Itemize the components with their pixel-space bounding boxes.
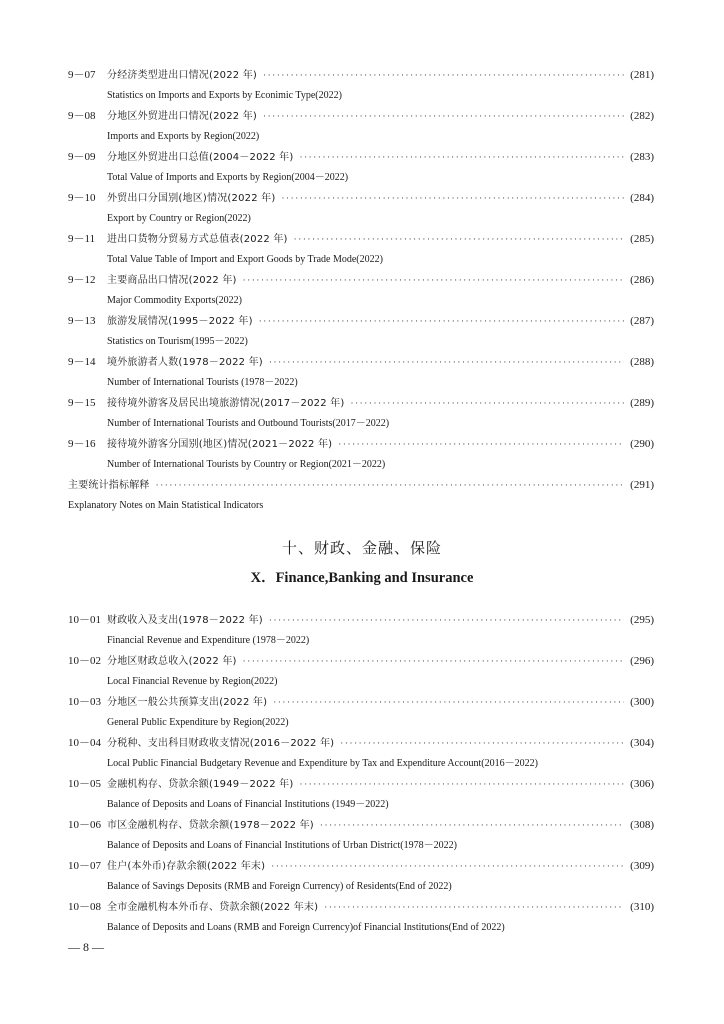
- dot-leader: [156, 475, 625, 495]
- toc-entry[interactable]: [68, 352, 654, 393]
- dot-leader: [271, 856, 624, 876]
- toc-entry-notes[interactable]: [68, 475, 654, 516]
- entry-number: 9－12: [68, 274, 96, 286]
- entry-page: (308): [630, 819, 654, 831]
- toc-entry[interactable]: [68, 692, 654, 733]
- entry-title-cn: 接待境外游客及居民出境旅游情况(2017－2022 年): [107, 398, 345, 409]
- entry-title-cn: 分税种、支出科目财政收支情况(2016－2022 年): [107, 738, 335, 749]
- toc-entry[interactable]: [68, 733, 654, 774]
- entry-page: (283): [630, 151, 654, 163]
- entry-page: (295): [630, 614, 654, 626]
- toc-entry[interactable]: [68, 897, 654, 938]
- entry-title-en: Number of International Tourists and Outbound Tourists(2017－2022): [107, 418, 390, 429]
- entry-title-en: Number of International Tourists (1978－2022): [107, 377, 298, 388]
- entry-title-cn: 全市金融机构本外币存、贷款余额(2022 年末): [107, 902, 319, 913]
- toc-entry[interactable]: [68, 434, 654, 475]
- entry-title-en: Total Value of Imports and Exports by Region(2004－2022): [107, 172, 349, 183]
- toc-entry[interactable]: [68, 393, 654, 434]
- toc-entry[interactable]: [68, 65, 654, 106]
- dot-leader: [299, 147, 624, 167]
- entry-title-en: Major Commodity Exports(2022): [107, 295, 242, 306]
- dot-leader: [273, 692, 624, 712]
- entry-page: (281): [630, 69, 654, 81]
- entry-number: 9－11: [68, 233, 96, 245]
- toc-entry[interactable]: [68, 188, 654, 229]
- entry-title-cn: 分地区外贸进出口情况(2022 年): [107, 111, 258, 122]
- entry-number: 9－07: [68, 69, 96, 81]
- entry-number: 10－05: [68, 778, 101, 790]
- dot-leader: [243, 270, 625, 290]
- entry-number: 9－09: [68, 151, 96, 163]
- toc-entry[interactable]: [68, 815, 654, 856]
- section-title-en: X．Finance,Banking and Insurance: [250, 570, 474, 586]
- entry-number: 9－15: [68, 397, 96, 409]
- entry-title-cn: 分地区一般公共预算支出(2022 年): [107, 697, 268, 708]
- entry-title-cn: 境外旅游者人数(1978－2022 年): [107, 357, 263, 368]
- entry-title-cn: 接待境外游客分国别(地区)情况(2021－2022 年): [107, 439, 333, 450]
- entry-title-en: Statistics on Tourism(1995－2022): [107, 336, 248, 347]
- toc-entry[interactable]: [68, 610, 654, 651]
- entry-title-en: Local Public Financial Budgetary Revenue and Expenditure by Tax and Expenditure Account(2016－2022): [107, 758, 538, 769]
- entry-page: (286): [630, 274, 654, 286]
- dot-leader: [259, 311, 624, 331]
- entry-title-cn: 分地区外贸进出口总值(2004－2022 年): [107, 152, 294, 163]
- entry-page: (304): [630, 737, 654, 749]
- entry-title-cn: 旅游发展情况(1995－2022 年): [107, 316, 253, 327]
- dot-leader: [350, 393, 624, 413]
- entry-title-en: Number of International Tourists by Country or Region(2021－2022): [107, 459, 386, 470]
- entry-number: 9－10: [68, 192, 96, 204]
- entry-page: (282): [630, 110, 654, 122]
- entry-page: (309): [630, 860, 654, 872]
- notes-title-en: Explanatory Notes on Main Statistical Indicators: [68, 500, 264, 511]
- dot-leader: [340, 733, 624, 753]
- entry-title-en: Imports and Exports by Region(2022): [107, 131, 260, 142]
- toc-entry[interactable]: [68, 774, 654, 815]
- entry-title-en: Total Value Table of Import and Export Goods by Trade Mode(2022): [107, 254, 383, 265]
- entry-page: (296): [630, 655, 654, 667]
- entry-page: (289): [630, 397, 654, 409]
- entry-title-en: Balance of Deposits and Loans of Financial Institutions (1949－2022): [107, 799, 389, 810]
- dot-leader: [269, 352, 624, 372]
- entry-page: (290): [630, 438, 654, 450]
- entry-title-cn: 外贸出口分国别(地区)情况(2022 年): [107, 193, 276, 204]
- entry-page: (284): [630, 192, 654, 204]
- entry-title-en: General Public Expenditure by Region(2022): [107, 717, 289, 728]
- entry-page: (306): [630, 778, 654, 790]
- dot-leader: [324, 897, 624, 917]
- entry-number: 10－07: [68, 860, 101, 872]
- entry-title-cn: 市区金融机构存、贷款余额(1978－2022 年): [107, 820, 314, 831]
- entry-page: (287): [630, 315, 654, 327]
- dot-leader: [269, 610, 624, 630]
- notes-page: (291): [630, 479, 654, 491]
- dot-leader: [281, 188, 624, 208]
- entry-page: (310): [630, 901, 654, 913]
- dot-leader: [243, 651, 625, 671]
- entry-title-cn: 分地区财政总收入(2022 年): [107, 656, 237, 667]
- entry-number: 9－14: [68, 356, 96, 368]
- dot-leader: [263, 106, 624, 126]
- toc-entry[interactable]: [68, 106, 654, 147]
- dot-leader: [320, 815, 624, 835]
- entry-title-en: Local Financial Revenue by Region(2022): [107, 676, 278, 687]
- dot-leader: [263, 65, 624, 85]
- entry-number: 10－01: [68, 614, 101, 626]
- page-number-footer: — 8 —: [68, 940, 104, 954]
- entry-title-cn: 财政收入及支出(1978－2022 年): [107, 615, 263, 626]
- dot-leader: [299, 774, 624, 794]
- toc-entry[interactable]: [68, 651, 654, 692]
- dot-leader: [338, 434, 624, 454]
- entry-number: 9－16: [68, 438, 96, 450]
- entry-number: 10－03: [68, 696, 101, 708]
- entry-number: 9－08: [68, 110, 96, 122]
- entry-page: (300): [630, 696, 654, 708]
- entry-page: (285): [630, 233, 654, 245]
- entry-title-en: Statistics on Imports and Exports by Econimic Type(2022): [107, 90, 342, 101]
- entry-title-cn: 主要商品出口情况(2022 年): [107, 275, 237, 286]
- section-title-cn: 十、财政、金融、保险: [281, 539, 442, 557]
- entry-number: 10－04: [68, 737, 101, 749]
- entry-title-en: Financial Revenue and Expenditure (1978－2022): [107, 635, 310, 646]
- entry-number: 10－08: [68, 901, 101, 913]
- entry-title-cn: 住户(本外币)存款余额(2022 年末): [107, 861, 266, 872]
- entry-title-en: Export by Country or Region(2022): [107, 213, 251, 224]
- toc-entry[interactable]: [68, 147, 654, 188]
- entry-page: (288): [630, 356, 654, 368]
- entry-title-en: Balance of Deposits and Loans (RMB and Foreign Currency)of Financial Institutions(End of 2022): [107, 922, 505, 933]
- entry-title-cn: 进出口货物分贸易方式总值表(2022 年): [107, 234, 288, 245]
- toc-entry[interactable]: [68, 270, 654, 311]
- toc-entry[interactable]: [68, 856, 654, 897]
- entry-title-en: Balance of Savings Deposits (RMB and Foreign Currency) of Residents(End of 2022): [107, 881, 452, 892]
- toc-entry[interactable]: [68, 311, 654, 352]
- entry-title-en: Balance of Deposits and Loans of Financial Institutions of Urban District(1978－2022): [107, 840, 457, 851]
- entry-number: 10－02: [68, 655, 101, 667]
- entry-title-cn: 金融机构存、贷款余额(1949－2022 年): [107, 779, 294, 790]
- entry-number: 10－06: [68, 819, 101, 831]
- dot-leader: [294, 229, 625, 249]
- entry-number: 9－13: [68, 315, 96, 327]
- notes-title-cn: 主要统计指标解释: [68, 480, 150, 491]
- entry-title-cn: 分经济类型进出口情况(2022 年): [107, 70, 258, 81]
- toc-entry[interactable]: [68, 229, 654, 270]
